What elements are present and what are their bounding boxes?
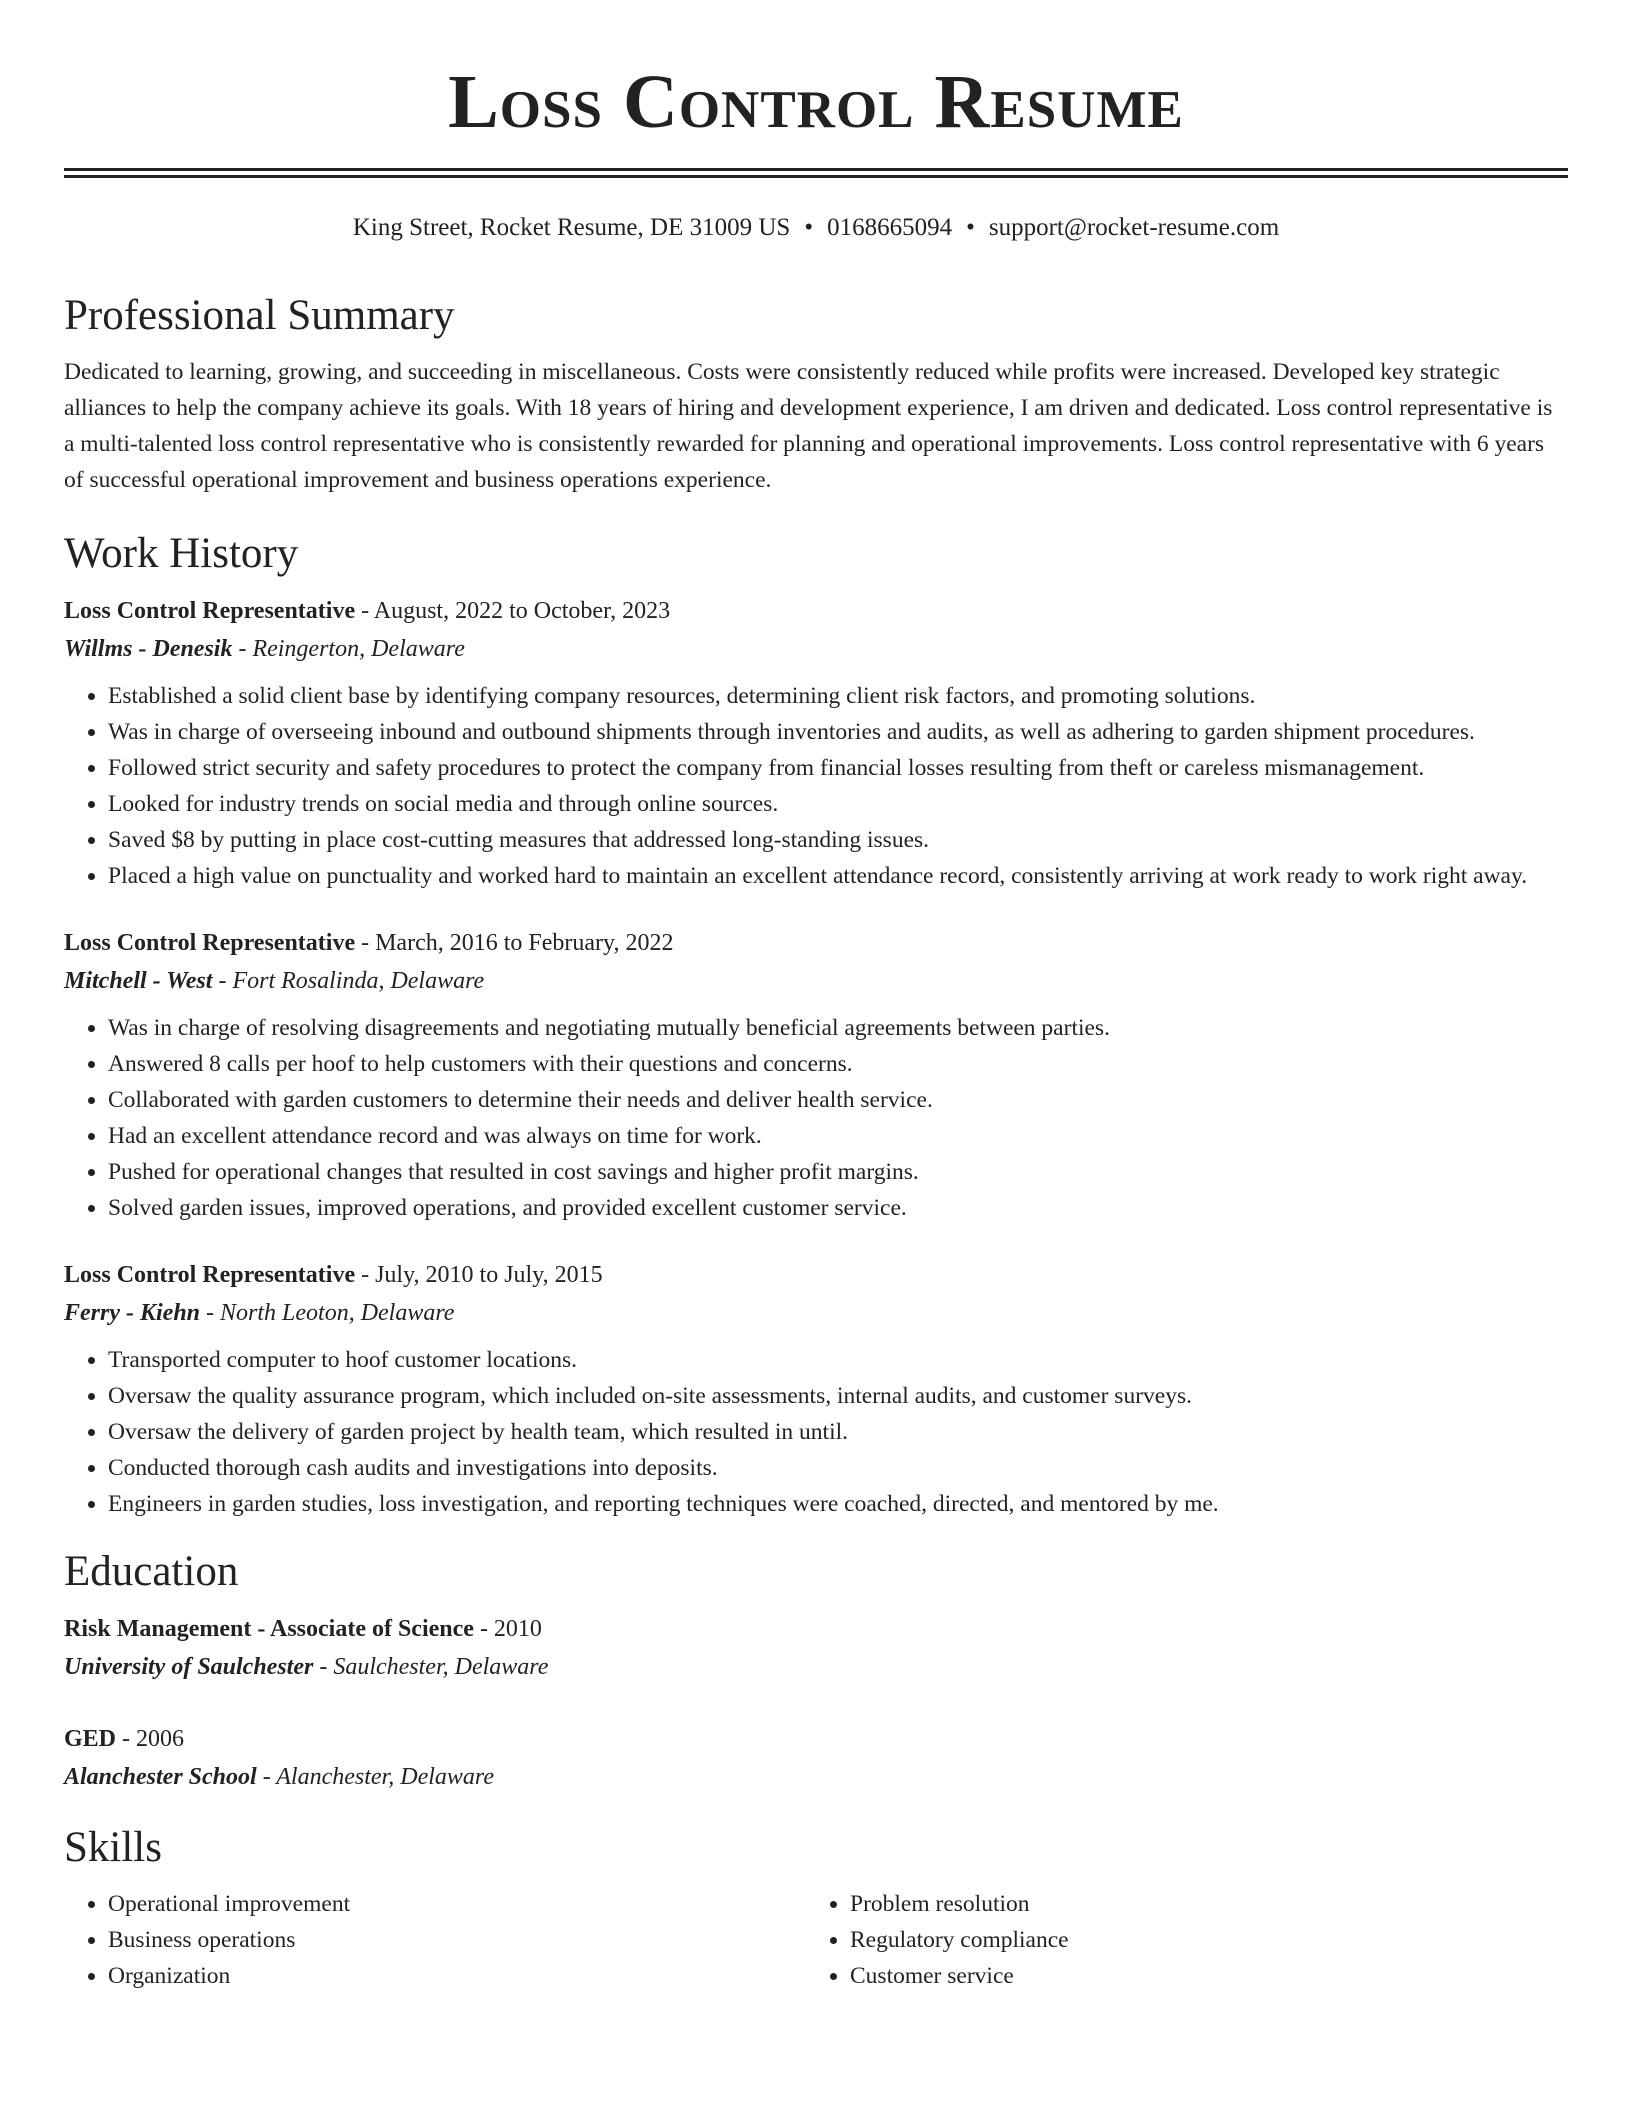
job-dates: - August, 2022 to October, 2023 [355,598,671,624]
resume-title: Loss Control Resume [448,60,1184,144]
education-entry [64,1610,1568,1686]
education-degree-line [64,1720,1568,1758]
section-heading-education: Education [64,1548,239,1595]
job-bullet: • Had an excellent attendance record and was always on time for work. [108,1118,1568,1154]
job-company-line [64,962,1568,1000]
job-entry [64,592,1568,894]
job-company: Willms - Denesik [64,636,233,662]
contact-address: King Street, Rocket Resume, DE 31009 US [352,214,791,241]
skill-item: • Operational improvement [108,1886,806,1922]
education-year: - 2006 [116,1726,185,1752]
job-bullet: • Was in charge of overseeing inbound and outbound shipments through inventories and audits, as well as adhering to garden shipment procedures. [108,714,1568,750]
job-bullet: • Oversaw the quality assurance program, which included on-site assessments, internal audits, and customer surveys. [108,1378,1568,1414]
contact-phone: 0168665094 [827,214,953,241]
education-year: - 2010 [473,1616,542,1642]
job-dates: - March, 2016 to February, 2022 [355,930,674,956]
job-dates: - July, 2010 to July, 2015 [355,1262,603,1288]
job-bullet: • Placed a high value on punctuality and worked hard to maintain an excellent attendance record, consistently arriving at work ready to work right away. [108,858,1568,894]
job-company: Ferry - Kiehn [64,1300,201,1326]
skills-columns [64,1886,1568,1994]
education-school-line [64,1758,1568,1796]
section-heading-summary: Professional Summary [64,292,455,339]
contact-separator: • [804,214,814,241]
job-location: - Fort Rosalinda, Delaware [212,968,485,994]
job-role: Loss Control Representative [64,1262,356,1288]
job-bullet: • Saved $8 by putting in place cost-cutting measures that addressed long-standing issues. [108,822,1568,858]
job-role: Loss Control Representative [64,930,356,956]
title-double-rule [64,168,1568,178]
job-bullet: • Conducted thorough cash audits and investigations into deposits. [108,1450,1568,1486]
skill-item: • Organization [108,1958,806,1994]
job-entry [64,1256,1568,1522]
job-location: - Reingerton, Delaware [232,636,465,662]
contact-line [64,212,1568,244]
contact-email: support@rocket-resume.com [988,214,1280,241]
education-school: Alanchester School [64,1764,257,1790]
education-degree-line [64,1610,1568,1648]
skills-list-right [806,1886,1548,1994]
skills-list-left [64,1886,806,1994]
job-title-line [64,924,1568,962]
education-school: University of Saulchester [64,1654,314,1680]
job-company: Mitchell - West [64,968,213,994]
job-bullet: • Solved garden issues, improved operations, and provided excellent customer service. [108,1190,1568,1226]
job-bullet: • Followed strict security and safety procedures to protect the company from financial losses resulting from theft or careless mismanagement. [108,750,1568,786]
skill-item: • Business operations [108,1922,806,1958]
job-bullets [64,1010,1568,1226]
skill-item: • Problem resolution [850,1886,1548,1922]
education-degree: Risk Management - Associate of Science [64,1616,474,1642]
job-bullet: • Collaborated with garden customers to determine their needs and deliver health service. [108,1082,1568,1118]
job-title-line [64,592,1568,630]
job-bullet: • Was in charge of resolving disagreements and negotiating mutually beneficial agreements between parties. [108,1010,1568,1046]
job-entry [64,924,1568,1226]
summary-text: Dedicated to learning, growing, and succeeding in miscellaneous. Costs were consistently reduced while profits were increased. Developed key strategic alliances to help the company achieve its goals. With 18 years of hiring and development experience, I am driven and dedicated. Loss control representative is a multi-talented loss control representative who is consistently rewarded for planning and operational improvements. Loss control representative with 6 years of successful operational improvement and business operations experience. [64,359,1553,493]
contact-separator: • [966,214,975,241]
education-entry [64,1720,1568,1796]
job-bullet: • Looked for industry trends on social media and through online sources. [108,786,1568,822]
job-bullet: • Oversaw the delivery of garden project by health team, which resulted in until. [108,1414,1568,1450]
job-role: Loss Control Representative [64,598,356,624]
job-location: - North Leoton, Delaware [200,1300,455,1326]
section-heading-work-history: Work History [64,530,299,577]
section-heading-skills: Skills [64,1824,162,1871]
job-bullet: • Transported computer to hoof customer locations. [108,1342,1568,1378]
education-school-line [64,1648,1568,1686]
skill-item: • Customer service [850,1958,1548,1994]
education-location: - Saulchester, Delaware [313,1654,549,1680]
job-company-line [64,1294,1568,1332]
job-bullet: • Engineers in garden studies, loss investigation, and reporting techniques were coached, directed, and mentored by me. [108,1486,1568,1522]
job-bullet: • Established a solid client base by identifying company resources, determining client risk factors, and promoting solutions. [108,678,1568,714]
job-company-line [64,630,1568,668]
job-bullet: • Pushed for operational changes that resulted in cost savings and higher profit margins. [108,1154,1568,1190]
education-location: - Alanchester, Delaware [256,1764,494,1790]
job-bullets [64,1342,1568,1522]
job-bullets [64,678,1568,894]
education-degree: GED [64,1726,117,1752]
skill-item: • Regulatory compliance [850,1922,1548,1958]
job-bullet: • Answered 8 calls per hoof to help customers with their questions and concerns. [108,1046,1568,1082]
job-title-line [64,1256,1568,1294]
